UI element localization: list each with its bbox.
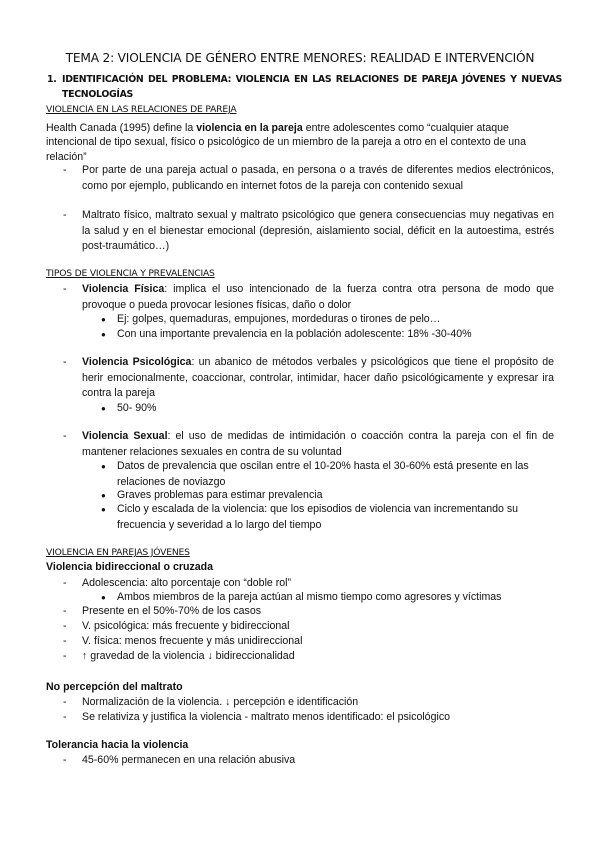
intro-text-pre: Health Canada (1995) define la bbox=[46, 122, 197, 134]
list-item bbox=[63, 710, 554, 726]
sub-item-text: Graves problemas para estimar prevalencia bbox=[117, 489, 323, 501]
subheading-parejas-jovenes: VIOLENCIA EN PAREJAS JÓVENES bbox=[46, 547, 190, 558]
heading-number: 1. bbox=[47, 74, 57, 85]
sub-item-text: Datos de prevalencia que oscilan entre el 10-20% hasta el 30-60% está presente en las relaciones de noviazgo bbox=[117, 460, 529, 488]
list-item bbox=[63, 753, 554, 769]
sub-item-text: 50- 90% bbox=[117, 402, 157, 414]
list-item-text: : un abanico de métodos verbales y psicológicos que tiene el propósito de herir emocionalmente, coaccionar, controlar, intimidar, hacer daño psicológicamente y expresar ira contra la pareja bbox=[82, 356, 554, 400]
term-violencia-psicologica: Violencia Psicológica bbox=[82, 356, 192, 368]
bullet-dot: ● bbox=[101, 593, 106, 602]
intro-text-bold: violencia en la pareja bbox=[196, 122, 303, 134]
list-item-text: 45-60% permanecen en una relación abusiva bbox=[82, 754, 296, 766]
bullet-dot: ● bbox=[101, 330, 106, 339]
dash-bullet: - bbox=[63, 209, 67, 221]
dash-bullet: - bbox=[63, 577, 67, 589]
heading-text: IDENTIFICACIÓN DEL PROBLEMA: VIOLENCIA EN LAS RELACIONES DE PAREJA JÓVENES Y NUEVAS TECNOLOGÍAS bbox=[62, 74, 562, 100]
sub-list-item bbox=[101, 502, 554, 533]
sub-item-text: Con una importante prevalencia en la población adolescente: 18% -30-40% bbox=[117, 328, 472, 340]
list-item-text: Presente en el 50%-70% de los casos bbox=[82, 605, 262, 617]
list-item-text: : implica el uso intencionado de la fuerza contra otra persona de modo que provoque o pueda provocar lesiones físicas, daño o dolor bbox=[82, 283, 554, 311]
dash-bullet: - bbox=[63, 635, 67, 647]
list-item-violencia-fisica bbox=[63, 282, 554, 313]
list-item-text: Normalización de la violencia. ↓ percepción e identificación bbox=[82, 696, 359, 708]
list-item-violencia-sexual bbox=[63, 429, 554, 460]
subheading-tipos-violencia: TIPOS DE VIOLENCIA Y PREVALENCIAS bbox=[46, 268, 215, 279]
list-item bbox=[63, 604, 554, 620]
dash-bullet: - bbox=[63, 164, 67, 176]
sub-item-text: Ambos miembros de la pareja actúan al mismo tiempo como agresores y víctimas bbox=[117, 591, 502, 603]
dash-bullet: - bbox=[63, 711, 67, 723]
list-item-text: V. psicológica: más frecuente y bidireccional bbox=[82, 620, 290, 632]
list-item bbox=[63, 619, 554, 635]
subheading-violencia-relaciones: VIOLENCIA EN LAS RELACIONES DE PAREJA bbox=[46, 104, 237, 115]
document-title: TEMA 2: VIOLENCIA DE GÉNERO ENTRE MENORES: REALIDAD E INTERVENCIÓN bbox=[65, 51, 535, 65]
sub-list-item bbox=[101, 312, 554, 328]
sub-list-item bbox=[101, 401, 554, 417]
term-violencia-fisica: Violencia Física bbox=[82, 283, 165, 295]
section-heading-1 bbox=[47, 72, 562, 102]
dash-bullet: - bbox=[63, 696, 67, 708]
bullet-dot: ● bbox=[101, 505, 106, 514]
list-item-text: Adolescencia: alto porcentaje con “doble rol” bbox=[82, 577, 292, 589]
list-item bbox=[63, 649, 554, 665]
sub-list-item bbox=[101, 459, 554, 490]
intro-paragraph bbox=[46, 121, 554, 164]
bullet-dot: ● bbox=[101, 404, 106, 413]
dash-bullet: - bbox=[63, 650, 67, 662]
list-item-text: : el uso de medidas de intimidación o coacción contra la pareja con el fin de mantener relaciones sexuales en contra de su voluntad bbox=[82, 430, 554, 458]
term-violencia-sexual: Violencia Sexual bbox=[82, 430, 168, 442]
dash-bullet: - bbox=[63, 620, 67, 632]
dash-bullet: - bbox=[63, 356, 67, 368]
sub-item-text: Ej: golpes, quemaduras, empujones, mordeduras o tirones de pelo… bbox=[117, 313, 441, 325]
bold-heading-no-percepcion: No percepción del maltrato bbox=[46, 681, 183, 693]
list-item-violencia-psicologica bbox=[63, 355, 554, 402]
list-item-text: Se relativiza y justifica la violencia - maltrato menos identificado: el psicológico bbox=[82, 711, 451, 723]
list-item-text: ↑ gravedad de la violencia ↓ bidireccionalidad bbox=[82, 650, 295, 662]
list-item bbox=[63, 163, 554, 194]
intro-text-post: entre adolescentes como “cualquier ataque intencional de tipo sexual, físico o psicológico de un miembro de la pareja a otro en el contexto de una relación” bbox=[46, 122, 526, 163]
bold-heading-tolerancia: Tolerancia hacia la violencia bbox=[46, 739, 189, 751]
list-item-text: V. física: menos frecuente y más unidireccional bbox=[82, 635, 303, 647]
sub-item-text: Ciclo y escalada de la violencia: que los episodios de violencia van incrementando su frecuencia y severidad a lo largo del tiempo bbox=[117, 503, 519, 531]
bold-heading-bidireccional: Violencia bidireccional o cruzada bbox=[46, 561, 214, 573]
bullet-dot: ● bbox=[101, 462, 106, 471]
dash-bullet: - bbox=[63, 283, 67, 295]
list-item bbox=[63, 634, 554, 650]
bullet-dot: ● bbox=[101, 491, 106, 500]
list-item-text: Por parte de una pareja actual o pasada, en persona o a través de diferentes medios electrónicos, como por ejemplo, publicando en internet fotos de la pareja con contenido sexual bbox=[82, 164, 554, 192]
dash-bullet: - bbox=[63, 754, 67, 766]
list-item bbox=[63, 695, 554, 711]
list-item bbox=[63, 208, 554, 255]
dash-bullet: - bbox=[63, 430, 67, 442]
dash-bullet: - bbox=[63, 605, 67, 617]
sub-list-item bbox=[101, 327, 554, 343]
list-item-text: Maltrato físico, maltrato sexual y maltrato psicológico que genera consecuencias muy negativas en la salud y en el bienestar emocional (depresión, aislamiento social, déficit en la autoestima, estrés post-traumático…) bbox=[82, 209, 554, 253]
bullet-dot: ● bbox=[101, 315, 106, 324]
